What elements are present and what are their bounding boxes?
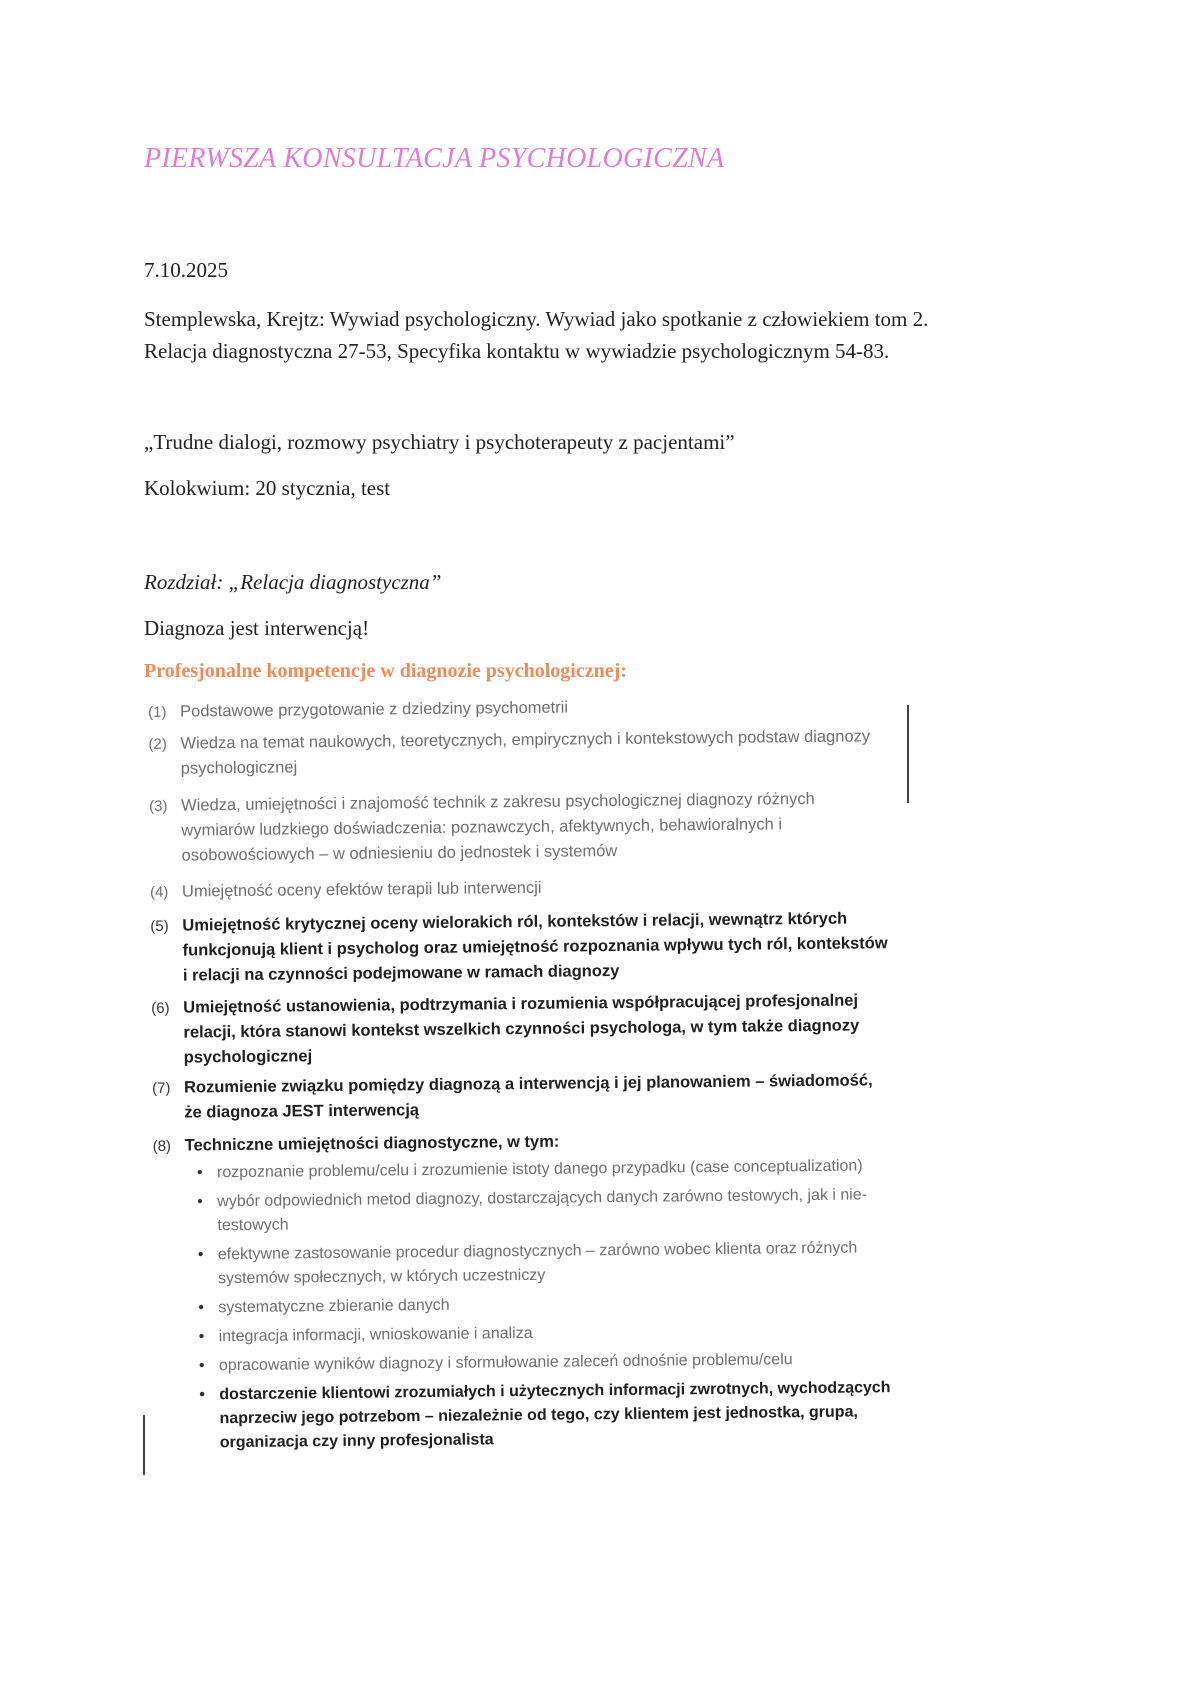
- item-number: (5): [150, 917, 169, 935]
- list-item: • rozpoznanie problemu/celu i zrozumienie istoty danego przypadku (case conceptualization): [195, 1154, 905, 1185]
- list-item: • wybór odpowiednich metod diagnozy, dostarczających danych zarówno testowych, jak i nie-testowych: [195, 1183, 905, 1238]
- competency-item: [151, 988, 892, 1071]
- item-text: Wiedza na temat naukowych, teoretycznych, empirycznych i kontekstowych podstaw diagnozy psychologicznej: [180, 727, 871, 778]
- reference-line-1: Stemplewska, Krejtz: Wywiad psychologiczny. Wywiad jako spotkanie z człowiekiem tom 2.: [144, 307, 929, 331]
- item-text: Wiedza, umiejętności i znajomość technik z zakresu psychologicznej diagnozy różnych wymiarów ludzkiego doświadczenia: poznawczych, afektywnych, behawioralnych i osobowościowych – w odniesieniu do jednostek i systemów: [181, 789, 815, 865]
- item-number: (6): [151, 999, 170, 1017]
- item-number: (7): [151, 1079, 171, 1097]
- competency-item: [153, 1126, 893, 1159]
- document-title: PIERWSZA KONSULTACJA PSYCHOLOGICZNA: [144, 143, 725, 174]
- competency-item: [150, 872, 890, 905]
- competency-item: [150, 906, 891, 989]
- scanned-excerpt: [140, 692, 918, 1490]
- section-heading: Profesjonalne kompetencje w diagnozie psychologicznej:: [144, 660, 627, 682]
- lecture-date: 7.10.2025: [144, 258, 228, 282]
- list-item: • opracowanie wyników diagnozy i sformułowanie zaleceń odnośnie problemu/celu: [197, 1347, 907, 1378]
- competency-item: [148, 724, 888, 782]
- item-text: Umiejętność oceny efektów terapii lub interwencji: [181, 878, 542, 901]
- competency-item: [148, 692, 888, 725]
- list-item: • efektywne zastosowanie procedur diagnostycznych – zarówno wobec klienta oraz różnych systemów społecznych, w których uczestniczy: [196, 1236, 906, 1291]
- item-number: (8): [152, 1137, 172, 1155]
- list-item: • integracja informacji, wnioskowanie i analiza: [197, 1318, 907, 1349]
- item-text: Podstawowe przygotowanie z dziedziny psychometrii: [180, 698, 569, 721]
- exam-info: Kolokwium: 20 stycznia, test: [144, 476, 391, 500]
- chapter-title: Rozdział: „Relacja diagnostyczna”: [144, 570, 442, 594]
- competency-item: [149, 786, 890, 869]
- key-claim: Diagnoza jest interwencją!: [144, 616, 370, 640]
- item-number: (1): [148, 703, 167, 721]
- item-text: Umiejętność krytycznej oceny wielorakich ról, kontekstów i relacji, wewnątrz których funkcjonują klient i psycholog oraz umiejętność rozpoznania wpływu tych ról, kontekstów i relacji na czynności podejmowane w ramach diagnozy: [182, 909, 888, 985]
- item-text: Techniczne umiejętności diagnostyczne, w tym:: [184, 1132, 560, 1155]
- book-quote: „Trudne dialogi, rozmowy psychiatry i psychoterapeuty z pacjentami”: [144, 430, 735, 454]
- item-number: (3): [149, 797, 168, 815]
- scan-edge-line: [143, 1415, 145, 1475]
- reference-line-2: Relacja diagnostyczna 27-53, Specyfika kontaktu w wywiadzie psychologicznym 54-83.: [144, 339, 890, 363]
- item-text: Umiejętność ustanowienia, podtrzymania i rozumienia współpracującej profesjonalnej relacji, która stanowi kontekst wszelkich czynności psychologa, w tym także diagnozy psychologicznej: [183, 991, 860, 1067]
- list-item: • systematyczne zbieranie danych: [196, 1289, 906, 1320]
- item-number: (2): [148, 735, 167, 753]
- item-number: (4): [149, 883, 169, 901]
- list-item: • dostarczenie klientowi zrozumiałych i użytecznych informacji zwrotnych, wychodzących naprzeciw jego potrzebom – niezależnie od tego, czy klientem jest jednostka, grupa, organizacja czy inny profesjonalista: [197, 1376, 908, 1455]
- item-text: Rozumienie związku pomiędzy diagnozą a interwencją i jej planowaniem – świadomość, że diagnoza JEST interwencją: [183, 1071, 873, 1122]
- competency-item: [152, 1068, 892, 1126]
- technical-skills-list: [195, 1154, 908, 1460]
